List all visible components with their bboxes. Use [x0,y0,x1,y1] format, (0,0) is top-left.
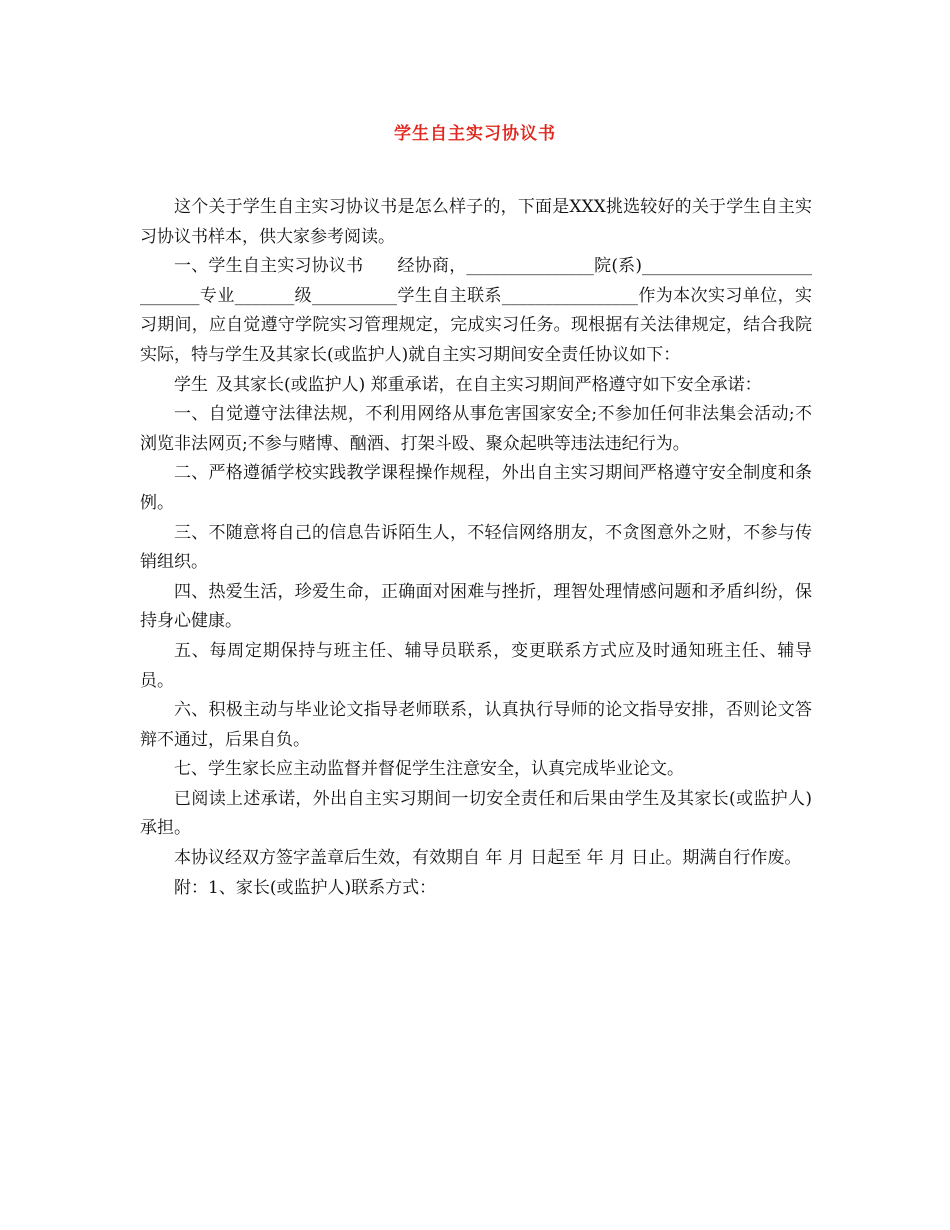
list-item: 五、每周定期保持与班主任、辅导员联系，变更联系方式应及时通知班主任、辅导员。 [140,640,812,691]
pledge-paragraph [140,371,812,401]
list-item: 二、严格遵循学校实践教学课程操作规程，外出自主实习期间严格遵守安全制度和条例。 [140,463,812,513]
list-item: 四、热爱生活，珍爱生命，正确面对困难与挫折，理智处理情感问题和矛盾纠纷，保持身心健康。 [140,581,812,632]
list-item: 六、积极主动与毕业论文指导老师联系，认真执行导师的论文指导安排，否则论文答辩不通过，后果自负。 [140,700,812,750]
acknowledgement-paragraph: 已阅读上述承诺，外出自主实习期间一切安全责任和后果由学生及其家长(或监护人)承担。 [140,788,812,839]
list-item: 三、不随意将自己的信息告诉陌生人，不轻信网络朋友，不贪图意外之财，不参与传销组织。 [140,522,812,573]
appendix-paragraph: 附：1、家长(或监护人)联系方式： [174,877,437,898]
pledge-text: 及其家长(或监护人) 郑重承诺，在自主实习期间严格遵守如下安全承诺： [216,374,762,395]
validity-paragraph: 本协议经双方签字盖章后生效，有效期自 年 月 日起至 年 月 日止。期满自行作废。 [174,848,802,869]
list-item: 七、学生家长应主动监督并督促学生注意安全，认真完成毕业论文。 [174,759,684,780]
section-one-paragraph [140,252,812,370]
section-one-text: 经协商，_______________院(系)___________________________专业_______级__________学生自主联系________________作为本次实习单位，实习期间，应自觉遵守学院实习管理规定，完成实习任务。现根据有关法律规定，结合我院实际，特与学生及其家长(或监护人)就自主实习期间安全责任协议如下： [140,256,813,365]
pledge-student: 学生 [174,374,208,395]
section-one-label: 一、学生自主实习协议书 [174,256,364,277]
intro-paragraph: 这个关于学生自主实习协议书是怎么样子的，下面是XXX挑选较好的关于学生自主实习协议书样本，供大家参考阅读。 [140,197,812,247]
list-item: 一、自觉遵守法律法规，不利用网络从事危害国家安全;不参加任何非法集会活动;不浏览非法网页;不参与赌博、酗酒、打架斗殴、聚众起哄等违法违纪行为。 [140,404,812,454]
document-title: 学生自主实习协议书 [394,124,556,144]
document-body [140,193,812,903]
